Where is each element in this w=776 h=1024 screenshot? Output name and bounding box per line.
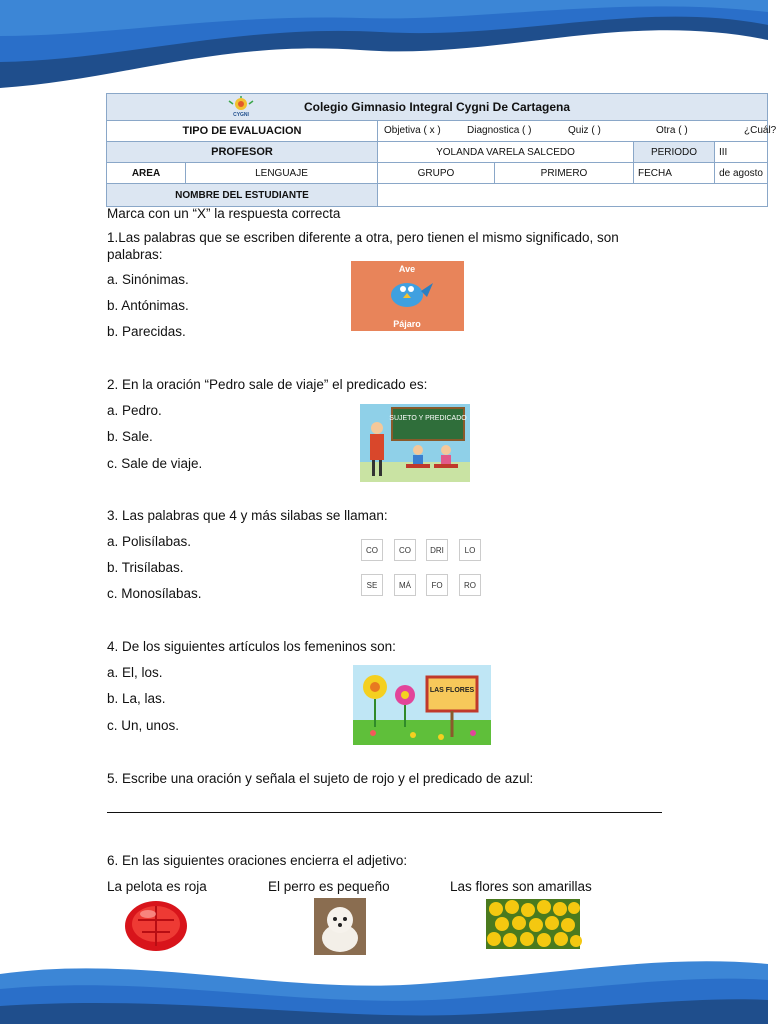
school-name: Colegio Gimnasio Integral Cygni De Cartagena xyxy=(303,100,571,114)
svg-text:LAS FLORES: LAS FLORES xyxy=(429,687,475,694)
school-title-cell xyxy=(107,94,768,121)
bird-illustration xyxy=(351,261,464,331)
estudiante-label: NOMBRE DEL ESTUDIANTE xyxy=(107,184,378,207)
q3-option-b[interactable]: b. Trisílabas. xyxy=(107,560,184,575)
area-value: LENGUAJE xyxy=(186,163,378,184)
syllable-card: LO xyxy=(459,539,481,561)
tipo-evaluacion-options xyxy=(378,121,776,142)
q4-option-b[interactable]: b. La, las. xyxy=(107,691,166,706)
option-cual[interactable]: ¿Cuál? xyxy=(744,125,776,136)
tipo-evaluacion-label: TIPO DE EVALUACION xyxy=(107,121,378,142)
classroom-illustration xyxy=(360,404,470,482)
flowers-sign-illustration xyxy=(353,665,491,745)
question-4-text: 4. De los siguientes artículos los femeninos son: xyxy=(107,639,396,654)
area-label: AREA xyxy=(107,163,186,184)
syllable-card: RO xyxy=(459,574,481,596)
q2-option-c[interactable]: c. Sale de viaje. xyxy=(107,456,203,471)
syllable-card: FO xyxy=(426,574,448,596)
q4-option-c[interactable]: c. Un, unos. xyxy=(107,718,180,733)
evaluation-header-table xyxy=(106,93,776,207)
profesor-label: PROFESOR xyxy=(107,142,378,163)
q6-sentence-dog[interactable]: El perro es pequeño xyxy=(268,879,390,894)
syllable-card: CO xyxy=(394,539,416,561)
question-5-text: 5. Escribe una oración y señala el sujeto de rojo y el predicado de azul: xyxy=(107,771,534,786)
q4-option-a[interactable]: a. El, los. xyxy=(107,665,163,680)
instructions: Marca con un “X” la respuesta correcta xyxy=(107,206,341,221)
option-quiz[interactable]: Quiz ( ) xyxy=(568,125,601,136)
q3-option-c[interactable]: c. Monosílabas. xyxy=(107,586,202,601)
syllable-card: MÁ xyxy=(394,574,416,596)
fecha-value: de agosto xyxy=(715,163,768,184)
q6-sentence-flowers[interactable]: Las flores son amarillas xyxy=(450,879,592,894)
school-logo-icon xyxy=(227,96,255,118)
question-6-text: 6. En las siguientes oraciones encierra el adjetivo: xyxy=(107,853,408,868)
option-otra[interactable]: Otra ( ) xyxy=(656,125,688,136)
periodo-value: III xyxy=(715,142,768,163)
q2-option-b[interactable]: b. Sale. xyxy=(107,429,153,444)
syllable-card: CO xyxy=(361,539,383,561)
estudiante-name-field[interactable] xyxy=(378,184,768,207)
q6-sentence-ball[interactable]: La pelota es roja xyxy=(107,879,207,894)
q2-option-a[interactable]: a. Pedro. xyxy=(107,403,162,418)
periodo-label: PERIODO xyxy=(634,142,715,163)
q5-answer-line[interactable] xyxy=(107,812,662,813)
fecha-label: FECHA xyxy=(634,163,715,184)
svg-text:Pájaro: Pájaro xyxy=(393,319,421,329)
header-wave-decoration xyxy=(0,0,768,100)
svg-text:SUJETO Y PREDICADO: SUJETO Y PREDICADO xyxy=(389,415,467,422)
option-diagnostica[interactable]: Diagnostica ( ) xyxy=(467,125,532,136)
q1-option-c[interactable]: b. Parecidas. xyxy=(107,324,186,339)
syllable-card: SE xyxy=(361,574,383,596)
question-1-text: 1.Las palabras que se escriben diferente a otra, pero tienen el mismo significado, son palabras: xyxy=(107,230,619,262)
q1-option-a[interactable]: a. Sinónimas. xyxy=(107,272,189,287)
grupo-value: PRIMERO xyxy=(495,163,634,184)
svg-text:CYGNI: CYGNI xyxy=(233,112,249,118)
question-3-text: 3. Las palabras que 4 y más silabas se llaman: xyxy=(107,508,388,523)
profesor-value: YOLANDA VARELA SALCEDO xyxy=(378,142,634,163)
grupo-label: GRUPO xyxy=(378,163,495,184)
footer-wave-decoration xyxy=(0,934,768,1024)
q1-option-b[interactable]: b. Antónimas. xyxy=(107,298,189,313)
svg-text:Ave: Ave xyxy=(398,264,416,274)
q3-option-a[interactable]: a. Polisílabas. xyxy=(107,534,192,549)
syllable-card: DRI xyxy=(426,539,448,561)
option-objetiva[interactable]: Objetiva ( x ) xyxy=(384,125,441,136)
question-2-text: 2. En la oración “Pedro sale de viaje” el predicado es: xyxy=(107,377,428,392)
